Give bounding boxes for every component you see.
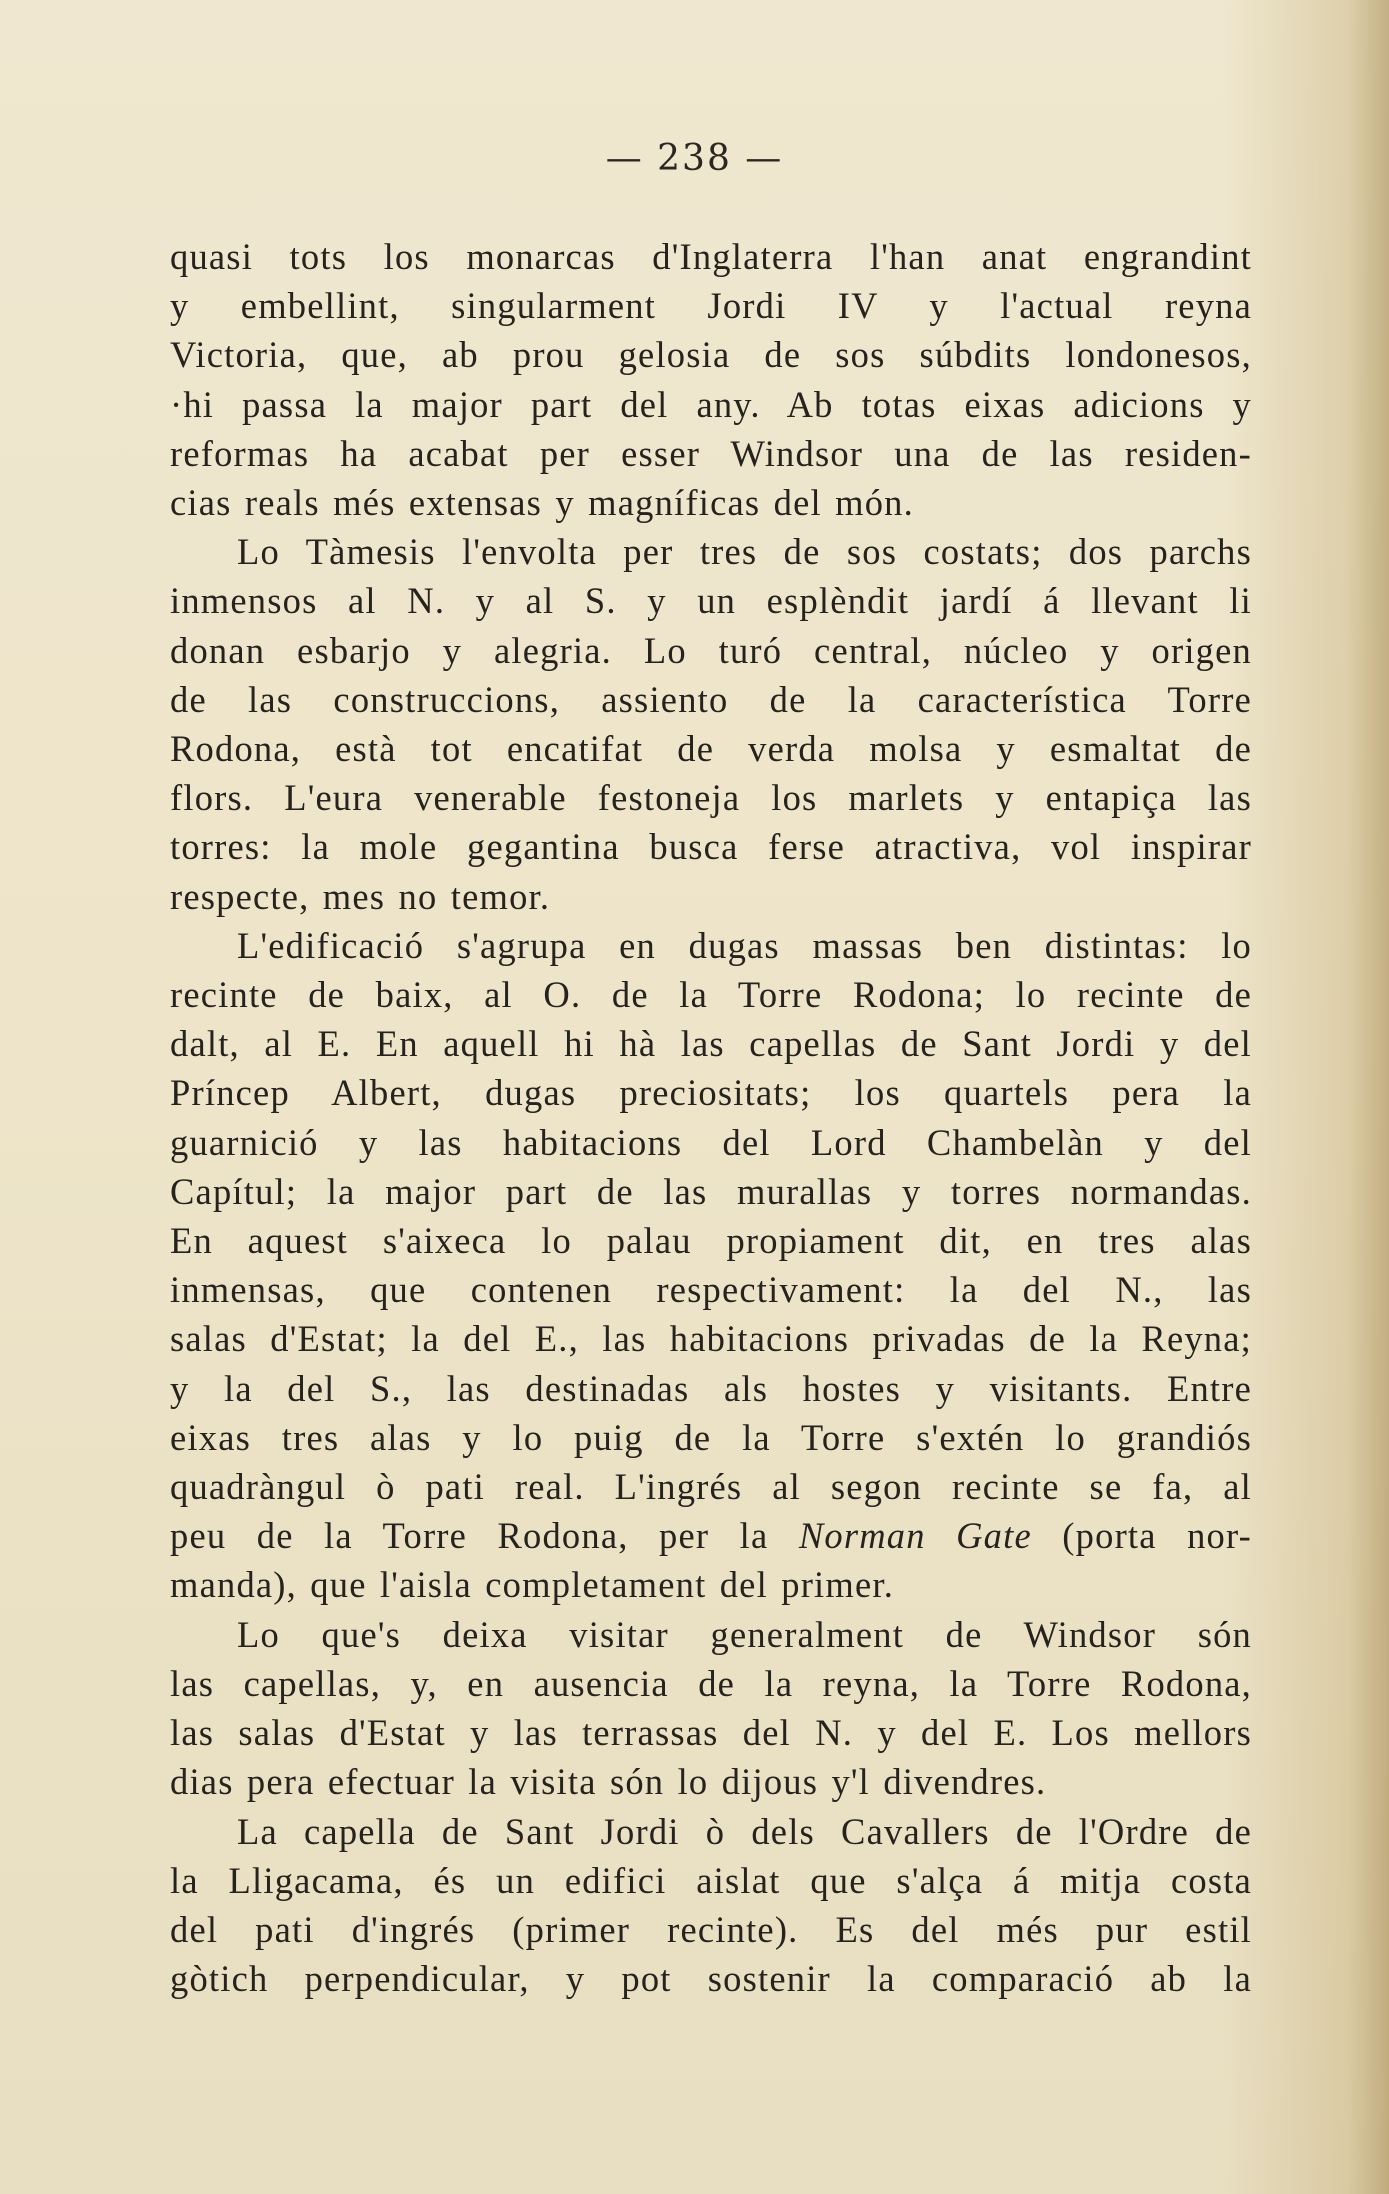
text-line: reformas ha acabat per esser Windsor una de las residen- — [170, 432, 1252, 474]
text-line: Rodona, està tot encatifat de verda molsa y esmaltat de — [170, 728, 1252, 770]
text-line: Lo Tàmesis l'envolta per tres de sos costats; dos parchs — [237, 531, 1252, 573]
text-line: Victoria, que, ab prou gelosia de sos súbdits londonesos, — [170, 334, 1252, 376]
text-line: salas d'Estat; la del E., las habitacions privadas de la Reyna; — [170, 1318, 1252, 1360]
text-line: las salas d'Estat y las terrassas del N. y del E. Los mellors — [170, 1712, 1252, 1754]
italic-term: Norman Gate — [798, 1515, 1032, 1557]
text-line: torres: la mole gegantina busca ferse atractiva, vol inspirar — [170, 826, 1252, 868]
text-line: ·hi passa la major part del any. Ab totas eixas adicions y — [170, 383, 1252, 425]
text-fragment: (porta nor- — [1031, 1515, 1252, 1557]
text-line: quadràngul ò pati real. L'ingrés al segon recinte se fa, al — [170, 1466, 1252, 1508]
text-line: respecte, mes no temor. — [170, 875, 551, 917]
text-line: recinte de baix, al O. de la Torre Rodona; lo recinte de — [170, 974, 1252, 1016]
text-line: y la del S., las destinadas als hostes y visitants. Entre — [170, 1367, 1252, 1409]
text-line: inmensas, que contenen respectivament: la del N., las — [170, 1269, 1252, 1311]
text-line: inmensos al N. y al S. y un esplèndit jardí á llevant li — [170, 580, 1252, 622]
text-line: Lo que's deixa visitar generalment de Windsor són — [237, 1613, 1252, 1655]
text-line: de las construccions, assiento de la característica Torre — [170, 678, 1252, 720]
paragraph-4 — [170, 1610, 1252, 1807]
text-line: cias reals més extensas y magníficas del món. — [170, 482, 914, 524]
paragraph-2 — [170, 527, 1252, 921]
text-line: donan esbarjo y alegria. Lo turó central, núcleo y origen — [170, 629, 1252, 671]
text-line: dalt, al E. En aquell hi hà las capellas de Sant Jordi y del — [170, 1023, 1252, 1065]
text-line: la Lligacama, és un edifici aislat que s'alça á mitja costa — [170, 1859, 1252, 1901]
paragraph-5 — [170, 1807, 1252, 2004]
text-line: Capítul; la major part de las murallas y torres normandas. — [170, 1170, 1252, 1212]
text-line: las capellas, y, en ausencia de la reyna, la Torre Rodona, — [170, 1662, 1252, 1704]
text-line: dias pera efectuar la visita són lo dijous y'l divendres. — [170, 1761, 1047, 1803]
text-line: y embellint, singularment Jordi IV y l'actual reyna — [170, 285, 1252, 327]
text-line: En aquest s'aixeca lo palau propiament dit, en tres alas — [170, 1220, 1252, 1262]
text-line: manda), que l'aisla completament del primer. — [170, 1564, 895, 1606]
paragraph-1 — [170, 232, 1252, 527]
body-text — [170, 232, 1252, 2003]
text-line: guarnició y las habitacions del Lord Chambelàn y del — [170, 1121, 1252, 1163]
page-number: — 238 — — [605, 138, 784, 179]
text-line: flors. L'eura venerable festoneja los marlets y entapiça las — [170, 777, 1252, 819]
text-line: quasi tots los monarcas d'Inglaterra l'han anat engrandint — [170, 236, 1252, 277]
text-line: del pati d'ingrés (primer recinte). Es del més pur estil — [170, 1908, 1252, 1950]
text-line-with-italic — [170, 1511, 1252, 1560]
text-line: eixas tres alas y lo puig de la Torre s'extén lo grandiós — [170, 1416, 1252, 1458]
text-line: L'edificació s'agrupa en dugas massas ben distintas: lo — [237, 924, 1252, 966]
text-line: gòtich perpendicular, y pot sostenir la comparació ab la — [170, 1958, 1252, 2000]
text-fragment: peu de la Torre Rodona, per la — [170, 1515, 799, 1557]
text-line: Príncep Albert, dugas preciositats; los quartels pera la — [170, 1072, 1252, 1114]
paragraph-3 — [170, 921, 1252, 1610]
text-line: La capella de Sant Jordi ò dels Cavallers de l'Ordre de — [237, 1810, 1252, 1852]
